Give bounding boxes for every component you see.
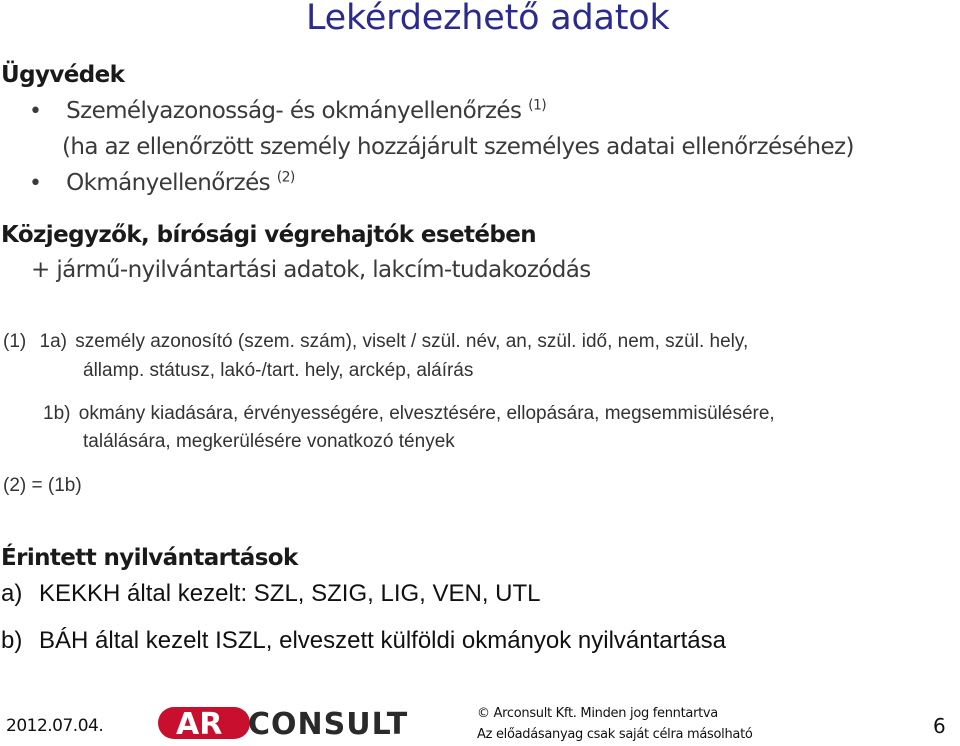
bullet-icon: •: [29, 99, 42, 124]
footer-date: 2012.07.04.: [6, 716, 104, 736]
arconsult-logo-icon: [158, 703, 440, 741]
register-a-label: a): [1, 580, 23, 607]
registers-heading: Érintett nyilvántartások: [1, 545, 298, 571]
lawyers-item-2: [29, 170, 295, 196]
note-1a: [3, 331, 748, 353]
note-1b: [43, 403, 775, 425]
note-1b-line-2: találására, megkerülésére vonatkozó tények: [83, 431, 455, 452]
note-1b-label: 1b): [43, 403, 71, 424]
note-1a-label: 1a): [39, 331, 67, 352]
footer-notice: Az előadásanyag csak saját célra másolható: [477, 727, 753, 742]
footnote-ref-2: (2): [276, 169, 295, 186]
register-b-label: b): [1, 627, 23, 654]
lawyers-item-1-text: Személyazonosság- és okmányellenőrzés: [66, 98, 522, 124]
register-b: [1, 627, 726, 655]
page-number: 6: [933, 714, 946, 738]
register-a: [1, 580, 541, 608]
footer-copyright: © Arconsult Kft. Minden jog fenntartva: [477, 706, 718, 721]
note-1a-line-1: személy azonosító (szem. szám), viselt / szül. név, an, szül. idő, nem, szül. hely,: [75, 331, 749, 352]
note-1b-line-1: okmány kiadására, érvényességére, elvesztésére, ellopására, megsemmisülésére,: [78, 403, 775, 424]
lawyers-item-1: [29, 98, 546, 124]
bullet-icon: •: [29, 171, 42, 196]
register-b-text: BÁH által kezelt ISZL, elveszett külföldi okmányok nyilvántartása: [39, 627, 726, 654]
note-2: (2) = (1b): [3, 475, 82, 496]
svg-text:AR: AR: [176, 707, 223, 741]
lawyers-heading: Ügyvédek: [1, 62, 125, 88]
svg-text:CONSULT: CONSULT: [248, 707, 409, 741]
note-1a-line-2: államp. státusz, lakó-/tart. hely, arckép, aláírás: [83, 360, 474, 381]
footnote-ref-1: (1): [528, 97, 547, 114]
lawyers-item-2-text: Okmányellenőrzés: [66, 170, 271, 196]
notaries-plus-line: + jármű-nyilvántartási adatok, lakcím-tudakozódás: [31, 257, 591, 283]
note-1-marker: (1): [3, 331, 27, 352]
lawyers-item-1-continuation: (ha az ellenőrzött személy hozzájárult személyes adatai ellenőrzéséhez): [62, 134, 854, 160]
register-a-text: KEKKH által kezelt: SZL, SZIG, LIG, VEN, UTL: [39, 580, 541, 607]
arconsult-logo: [158, 703, 440, 741]
page-title: Lekérdezhető adatok: [306, 0, 670, 38]
notaries-heading: Közjegyzők, bírósági végrehajtók esetében: [1, 222, 537, 248]
